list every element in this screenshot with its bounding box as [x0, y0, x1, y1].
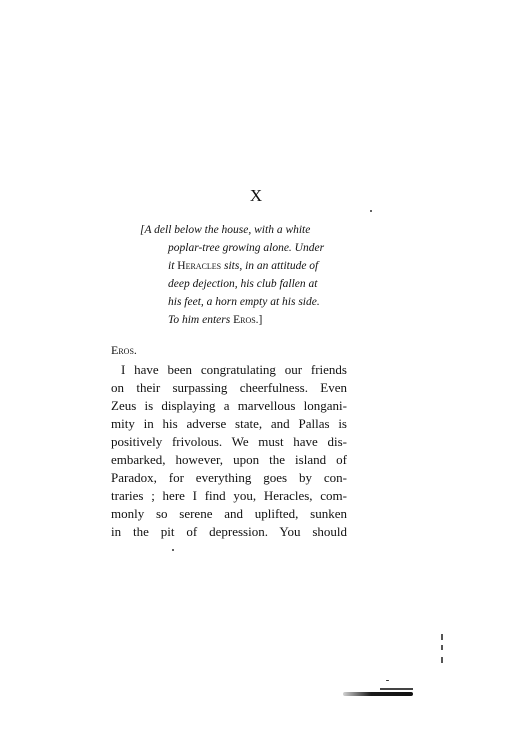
speech-line: traries ; here I find you, Heracles, com- [111, 488, 347, 503]
scan-mark [343, 692, 413, 696]
speech-line: on their surpassing cheerfulness. Even [111, 380, 347, 395]
scan-speck [441, 645, 443, 650]
speech-line: positively frivolous. We must have dis- [111, 434, 347, 449]
stage-direction-line [168, 312, 262, 328]
stage-direction-text: sits, in an attitude of [221, 260, 319, 272]
stage-direction-line: poplar-tree growing alone. Under [168, 242, 325, 254]
chapter-number: X [249, 186, 264, 205]
stage-direction-line: deep dejection, his club fallen at [168, 278, 318, 290]
scan-mark [380, 688, 413, 690]
speech-line: I have been congratulating our friends [121, 362, 347, 377]
speech-line: embarked, however, upon the island of [111, 452, 347, 467]
character-name-eros: Eros [233, 314, 256, 326]
scan-speck [370, 210, 372, 212]
speech-line: Zeus is displaying a marvellous longani- [111, 398, 347, 413]
stage-direction-text: it [168, 260, 178, 272]
stage-direction-text: To him enters [168, 314, 234, 326]
scan-speck [441, 634, 443, 640]
scan-speck [386, 680, 389, 681]
scan-speck [172, 549, 174, 551]
speaker-name: Eros. [111, 343, 137, 357]
stage-direction-line [168, 258, 318, 274]
speech-line: monly so serene and uplifted, sunken [111, 506, 347, 521]
scan-speck [441, 657, 443, 663]
speech-line: mity in his adverse state, and Pallas is [111, 416, 347, 431]
character-name-heracles: Heracles [177, 260, 222, 272]
stage-direction-line: his feet, a horn empty at his side. [168, 296, 320, 308]
stage-direction-text: .] [255, 314, 263, 326]
speech-line: in the pit of depression. You should [111, 524, 347, 539]
stage-direction-line: [A dell below the house, with a white [140, 224, 311, 236]
speech-line: Paradox, for everything goes by con- [111, 470, 347, 485]
